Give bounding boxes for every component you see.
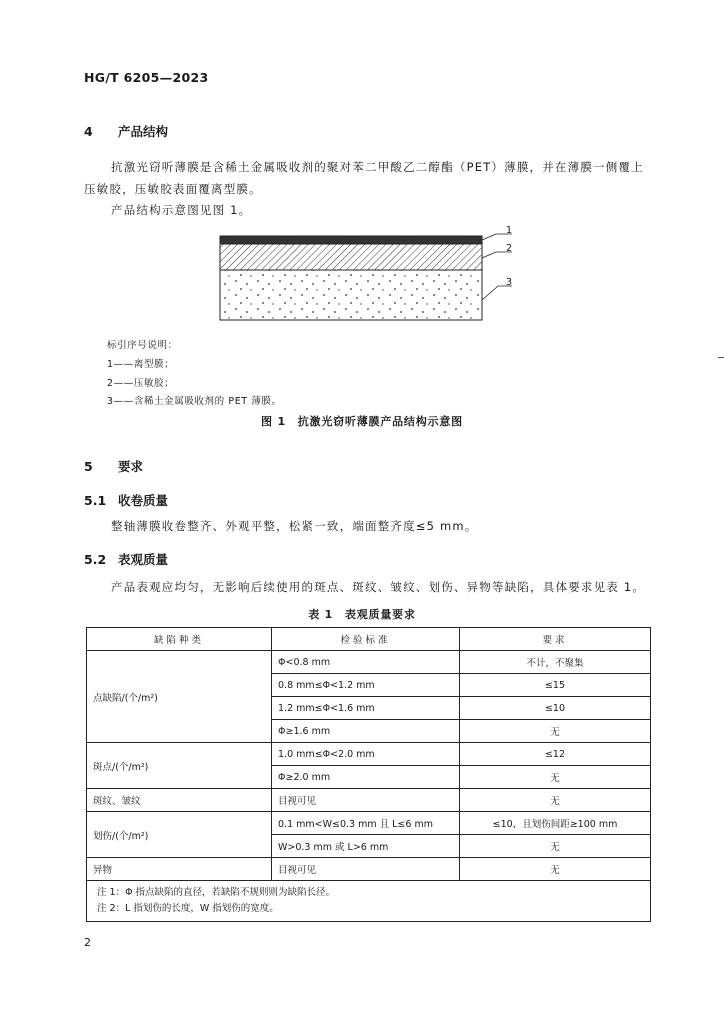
criterion-cell: 1.2 mm≤Φ<1.6 mm [272,697,460,720]
section-4-paragraph-1-cont [84,178,644,200]
criterion-cell: 目视可见 [272,858,460,881]
legend-title: 标引序号说明： [107,340,178,351]
structure-diagram [210,222,520,326]
quality-table [86,627,651,922]
table-notes [87,881,651,922]
table-row [87,789,651,812]
section-title: 产品结构 [118,124,169,139]
table-body [87,651,651,881]
requirement-cell: 无 [460,858,651,881]
callout-line-3 [482,286,512,300]
legend-item-2: 2——压敏胶； [107,378,175,389]
callout-label-1: 1 [506,225,513,236]
criterion-cell: Φ≥2.0 mm [272,766,460,789]
requirement-cell: ≤12 [460,743,651,766]
section-5-2-heading [84,550,168,568]
legend-item-3: 3——含稀土金属吸收剂的 PET 薄膜。 [107,396,282,407]
requirement-cell: 无 [460,835,651,858]
table-row [87,812,651,835]
section-4-heading [84,122,168,140]
figure-caption: 图 1 抗激光窃听薄膜产品结构示意图 [261,415,463,428]
paragraph-line: 压敏胶，压敏胶表面覆离型膜。 [84,182,262,196]
callout-label-2: 2 [506,243,513,254]
defect-type-cell: 划伤/(个/m²) [87,812,272,858]
section-number: 5.2 [84,552,107,567]
requirement-cell: 不计，不聚集 [460,651,651,674]
section-number: 5.1 [84,493,107,508]
criterion-cell: Φ<0.8 mm [272,651,460,674]
section-5-1-heading [84,491,168,509]
header-defect-type: 缺陷种类 [87,628,272,651]
section-5-heading [84,457,143,475]
criterion-cell: 1.0 mm≤Φ<2.0 mm [272,743,460,766]
requirement-cell: ≤10 [460,697,651,720]
pet-film-layer [220,270,482,320]
defect-type-cell: 异物 [87,858,272,881]
criterion-cell: 0.1 mm<W≤0.3 mm 且 L≤6 mm [272,812,460,835]
paragraph-line: 抗激光窃听薄膜是含稀土金属吸收剂的聚对苯二甲酸乙二醇酯（PET）薄膜，并在薄膜一侧覆上 [111,160,644,174]
section-title: 收卷质量 [118,493,169,508]
defect-type-cell: 点缺陷/(个/m²) [87,651,272,743]
margin-mark [718,357,724,358]
table-row [87,743,651,766]
table-header-row [87,628,651,651]
section-4-paragraph-2: 产品结构示意图见图 1。 [111,203,252,217]
criterion-cell: 目视可见 [272,789,460,812]
table-note-2: 注 2：L 指划伤的长度，W 指划伤的宽度。 [97,903,279,914]
adhesive-layer [220,244,482,270]
criterion-cell: 0.8 mm≤Φ<1.2 mm [272,674,460,697]
section-4-paragraph-1 [111,156,671,178]
header-criterion: 检验标准 [272,628,460,651]
table-note-1: 注 1：Φ 指点缺陷的直径，若缺陷不规则则为缺陷长径。 [97,887,336,898]
header-requirement: 要求 [460,628,651,651]
callout-label-3: 3 [506,277,513,288]
section-5-1-text: 整轴薄膜收卷整齐、外观平整，松紧一致，端面整齐度≤5 mm。 [111,519,478,533]
requirement-cell: 无 [460,766,651,789]
standard-code: HG/T 6205—2023 [84,70,209,85]
defect-type-cell: 斑纹、皱纹 [87,789,272,812]
section-title: 表观质量 [118,552,169,567]
criterion-cell: Φ≥1.6 mm [272,720,460,743]
requirement-cell: ≤15 [460,674,651,697]
table-notes-row [87,881,651,922]
section-title: 要求 [118,459,144,474]
requirement-cell: 无 [460,789,651,812]
table-row [87,858,651,881]
requirement-cell: 无 [460,720,651,743]
defect-type-cell: 斑点/(个/m²) [87,743,272,789]
legend-item-1: 1——离型膜； [107,359,175,370]
page-number: 2 [84,936,91,949]
criterion-cell: W>0.3 mm 或 L>6 mm [272,835,460,858]
section-number: 4 [84,124,93,139]
section-5-2-text: 产品表观应均匀，无影响后续使用的斑点、斑纹、皱纹、划伤、异物等缺陷，具体要求见表 1。 [111,580,646,594]
table-row [87,651,651,674]
requirement-cell: ≤10，且划伤间距≥100 mm [460,812,651,835]
table-caption: 表 1 表观质量要求 [308,608,416,621]
section-number: 5 [84,459,93,474]
